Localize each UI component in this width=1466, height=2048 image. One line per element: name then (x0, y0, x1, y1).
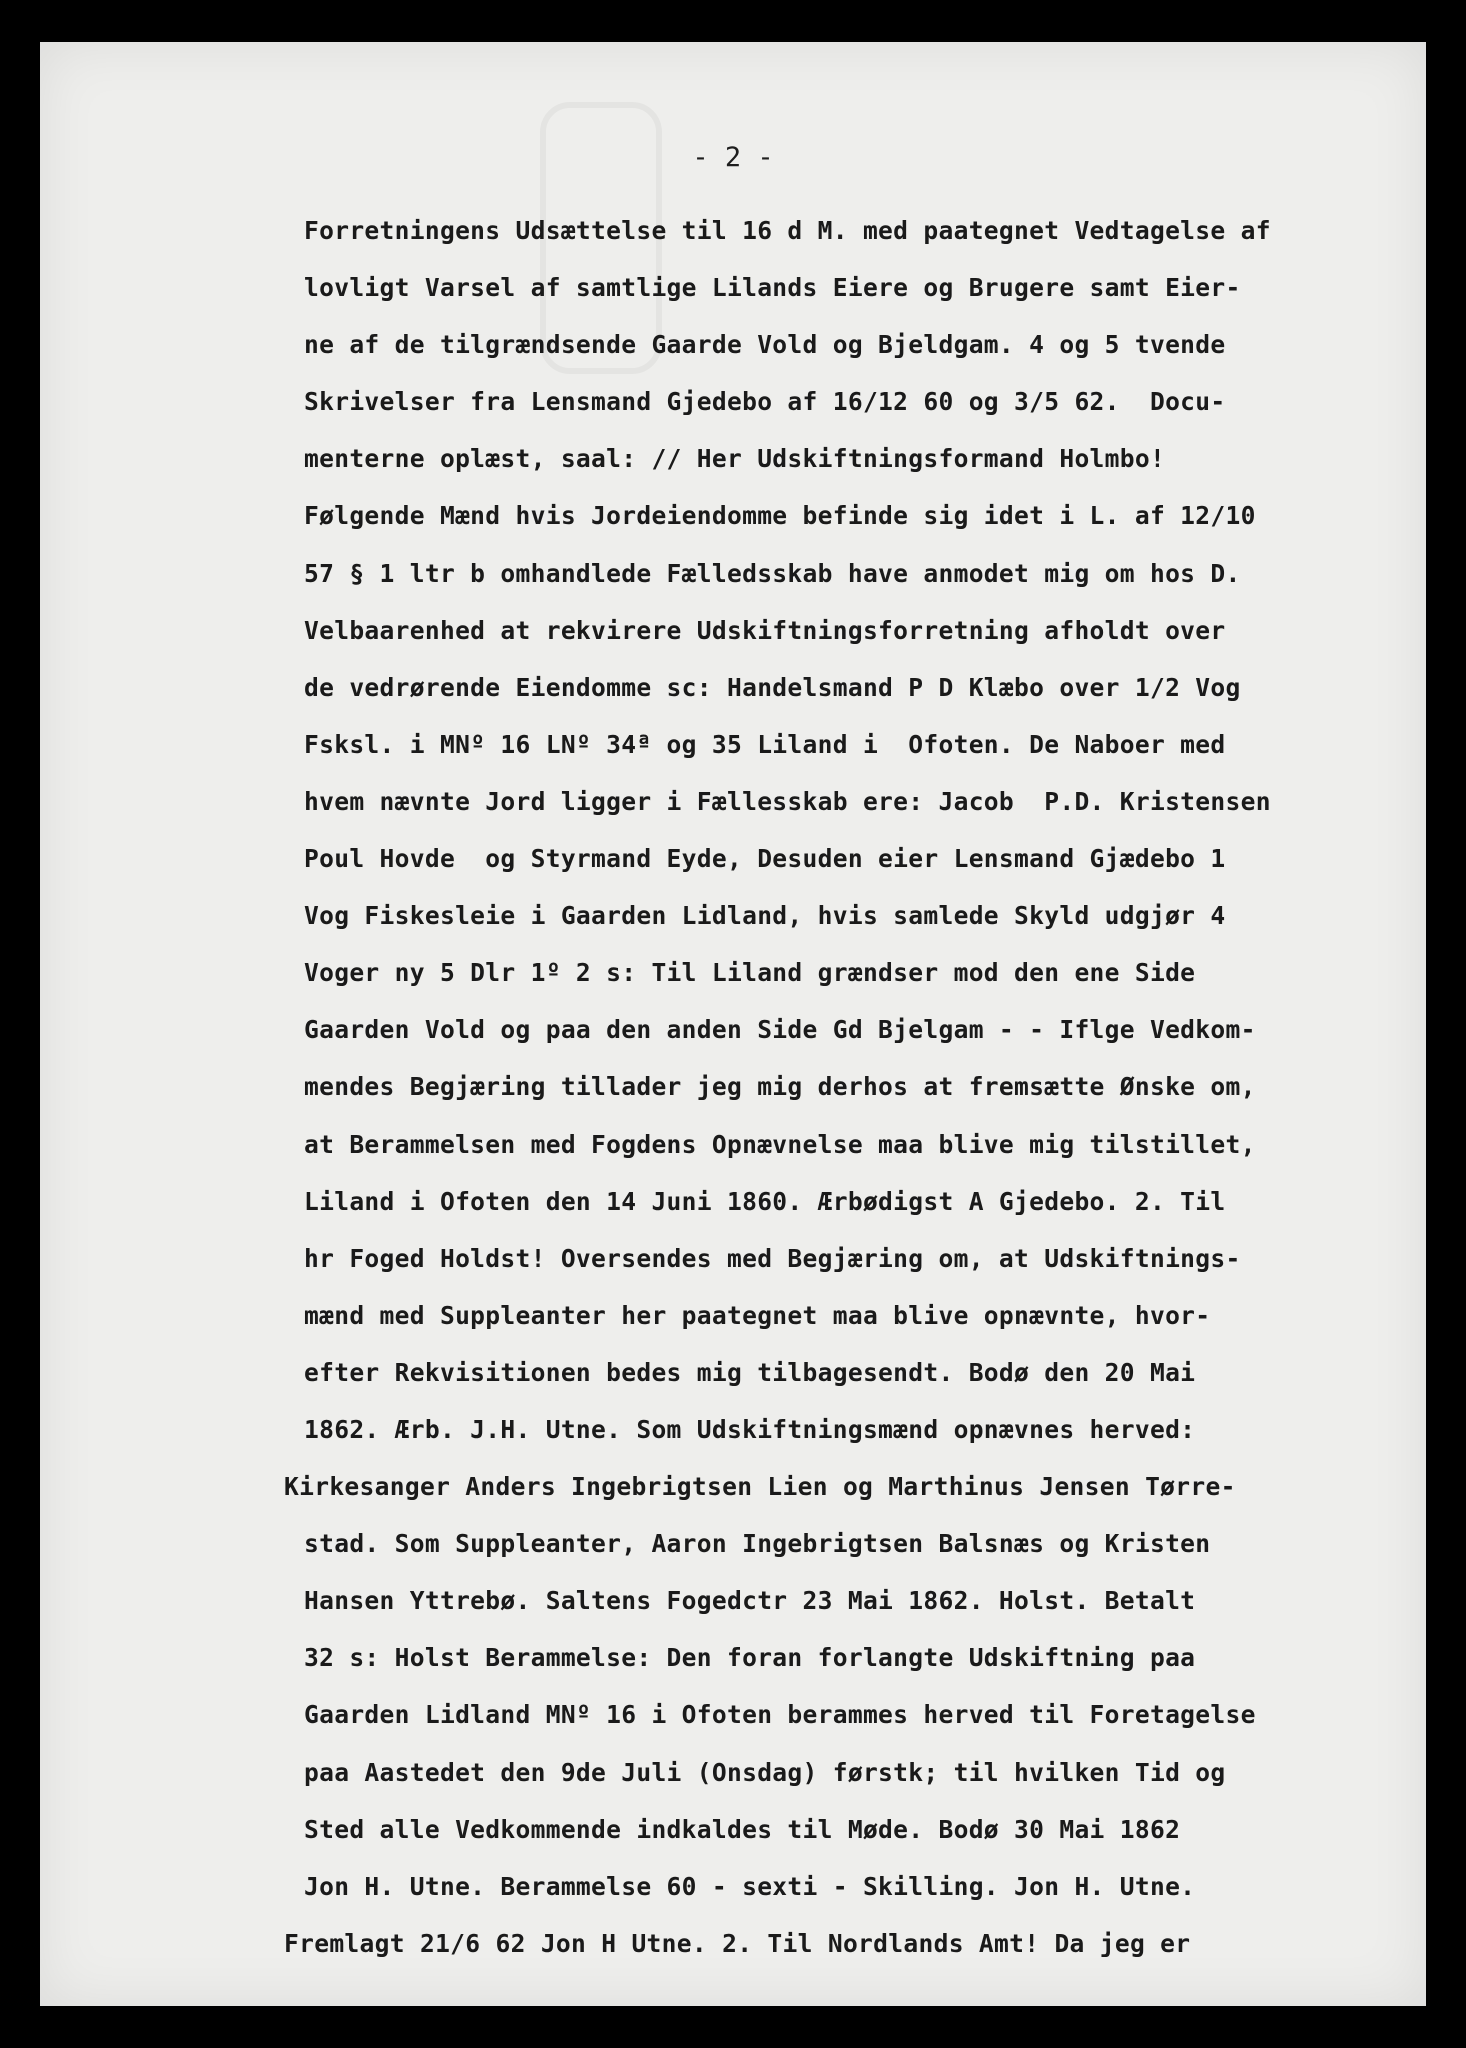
text-line: lovligt Varsel af samtlige Lilands Eiere og Brugere samt Eier- (304, 273, 1241, 303)
text-line: Forretningens Udsættelse til 16 d M. med paategnet Vedtagelse af (304, 216, 1271, 245)
text-line: Sted alle Vedkommende indkaldes til Møde. Bodø 30 Mai 1862 (304, 1814, 1181, 1844)
text-line: ne af de tilgrændsende Gaarde Vold og Bjeldgam. 4 og 5 tvende (304, 330, 1226, 360)
text-line: Fsksl. i MNº 16 LNº 34ª og 35 Liland i Ofoten. De Naboer med (304, 729, 1226, 759)
text-line: stad. Som Suppleanter, Aaron Ingebrigtsen Balsnæs og Kristen (304, 1529, 1211, 1559)
text-line: Vog Fiskesleie i Gaarden Lidland, hvis samlede Skyld udgjør 4 (304, 901, 1226, 931)
text-line: Gaarden Lidland MNº 16 i Ofoten berammes herved til Foretagelse (304, 1700, 1256, 1730)
text-line: hvem nævnte Jord ligger i Fællesskab ere: Jacob P.D. Kristensen (304, 786, 1271, 816)
document-text (284, 202, 1454, 1972)
text-line: Følgende Mænd hvis Jordeiendomme befinde sig idet i L. af 12/10 (304, 501, 1256, 531)
text-line: mænd med Suppleanter her paategnet maa blive opnævnte, hvor- (304, 1300, 1211, 1330)
document-page (40, 42, 1426, 2006)
text-line: mendes Begjæring tillader jeg mig derhos at fremsætte Ønske om, (304, 1072, 1256, 1102)
text-line: 32 s: Holst Berammelse: Den foran forlangte Udskiftning paa (304, 1643, 1196, 1673)
text-line: menterne oplæst, saal: // Her Udskiftningsformand Holmbo! (304, 444, 1166, 474)
text-line: Gaarden Vold og paa den anden Side Gd Bjelgam - - Iflge Vedkom- (304, 1015, 1256, 1045)
text-line: paa Aastedet den 9de Juli (Onsdag) førstk; til hvilken Tid og (304, 1757, 1226, 1787)
text-line: 1862. Ærb. J.H. Utne. Som Udskiftningsmænd opnævnes herved: (304, 1414, 1196, 1444)
text-line: hr Foged Holdst! Oversendes med Begjæring om, at Udskiftnings- (304, 1243, 1241, 1273)
text-line: Voger ny 5 Dlr 1º 2 s: Til Liland grændser mod den ene Side (304, 958, 1196, 988)
text-line: Velbaarenhed at rekvirere Udskiftningsforretning afholdt over (304, 615, 1226, 645)
text-line: at Berammelsen med Fogdens Opnævnelse maa blive mig tilstillet, (304, 1129, 1256, 1159)
text-line: 57 § 1 ltr b omhandlede Fælledsskab have anmodet mig om hos D. (304, 558, 1241, 588)
text-line: Fremlagt 21/6 62 Jon H Utne. 2. Til Nordlands Amt! Da jeg er (284, 1928, 1191, 1958)
text-line: de vedrørende Eiendomme sc: Handelsmand P D Klæbo over 1/2 Vog (304, 672, 1241, 702)
text-line: Hansen Yttrebø. Saltens Fogedctr 23 Mai 1862. Holst. Betalt (304, 1586, 1196, 1616)
text-line: Kirkesanger Anders Ingebrigtsen Lien og Marthinus Jensen Tørre- (284, 1472, 1236, 1502)
text-line: Skrivelser fra Lensmand Gjedebo af 16/12 60 og 3/5 62. Docu- (304, 387, 1226, 417)
page-number: - 2 - (692, 142, 774, 173)
text-line: Poul Hovde og Styrmand Eyde, Desuden eier Lensmand Gjædebo 1 (304, 844, 1226, 874)
text-line: efter Rekvisitionen bedes mig tilbagesendt. Bodø den 20 Mai (304, 1357, 1196, 1387)
text-line: Jon H. Utne. Berammelse 60 - sexti - Skilling. Jon H. Utne. (304, 1871, 1196, 1901)
text-line: Liland i Ofoten den 14 Juni 1860. Ærbødigst A Gjedebo. 2. Til (304, 1186, 1226, 1216)
